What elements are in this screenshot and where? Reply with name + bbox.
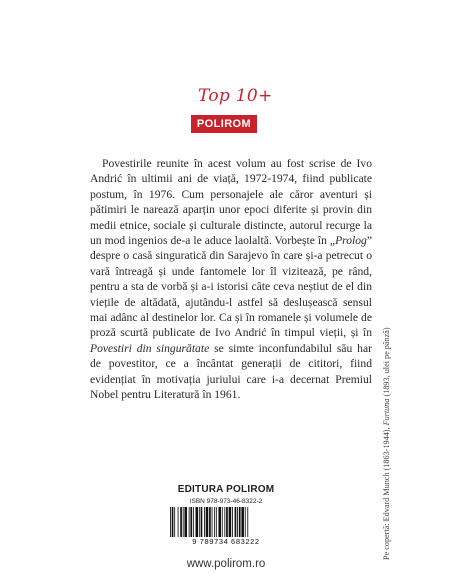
blurb-emphasis-book-title: Povestiri din singurătate (90, 341, 210, 355)
barcode-bar (172, 507, 174, 537)
barcode-bar (216, 507, 217, 537)
blurb-text-part-3: se simte inconfundabilul său har de povestitor, ce a încântat generații de cititori, fiind evidențiat în motivația juriului care i-a decernat Premiul Nobel pentru Literatură în 1961. (90, 341, 372, 402)
barcode-bar (232, 507, 233, 537)
barcode-bar (229, 507, 232, 537)
cover-credit-title: Furtuna (382, 398, 391, 426)
barcode-bar (245, 507, 246, 537)
barcode-bar (183, 507, 184, 537)
cover-credit-prefix: Pe copertă: Edvard Munch (1863-1944), (382, 425, 391, 560)
publisher-name: EDITURA POLIROM (177, 484, 275, 495)
barcode-bar (224, 507, 225, 537)
barcode-bar (178, 507, 179, 537)
barcode-digits: 9 789734 683222 (192, 537, 260, 546)
barcode-bars (170, 507, 282, 537)
publisher-website: www.polirom.ro (186, 558, 266, 570)
cover-art-credit (382, 327, 391, 560)
barcode-bar (218, 507, 221, 537)
blurb-emphasis-prolog: Prolog (335, 234, 367, 248)
barcode-bar (241, 507, 244, 537)
barcode-bar (235, 507, 237, 537)
barcode-bar (214, 507, 215, 537)
series-logo: Top 10+ (198, 86, 273, 106)
barcode-bar (170, 507, 171, 537)
publisher-badge: POLIROM (191, 115, 257, 133)
cover-credit-suffix: (1893, ulei pe pânză) (382, 327, 391, 399)
barcode-bar (226, 507, 228, 537)
isbn-number: ISBN 978-973-46-8322-2 (189, 498, 263, 505)
barcode-bar (222, 507, 223, 537)
barcode-bar (204, 507, 205, 537)
barcode-bar (184, 507, 187, 537)
barcode-bar (239, 507, 241, 537)
barcode-bar (237, 507, 238, 537)
back-cover-blurb (90, 156, 372, 403)
barcode-bar (199, 507, 200, 537)
blurb-text-part-1: Povestirile reunite în acest volum au fost scrise de Ivo Andrić în ultimii ani de viață, 1972-1974, fiind publicate postum, în 1976. Cum personajele ale căror aventuri și pătimiri le narează aparțin unor epoci diferite și provin din medii etnice, sociale și culturale distincte, autorul recurge la un mod ingenios de-a le aduce laolaltă. Vorbește în „ (90, 157, 372, 248)
barcode-bar (201, 507, 203, 537)
barcode-bar (209, 507, 211, 537)
barcode-block (166, 496, 286, 548)
barcode-bar (212, 507, 213, 537)
barcode-bar (196, 507, 199, 537)
barcode-bar (193, 507, 194, 537)
barcode-bar (174, 507, 175, 537)
barcode-bar (189, 507, 190, 537)
barcode-bar (180, 507, 182, 537)
barcode-bar (206, 507, 209, 537)
barcode-bar (190, 507, 192, 537)
barcode-bar (247, 507, 248, 537)
blurb-text-part-2: ” despre o casă singuratică din Sarajevo în care și-a petrecut o vară întreagă și unde fantomele lor îl vizitează, pe rând, pentru a sta de vorbă și a-i istorisi câte ceva neștiut de el din viețile de altădată, ajutându-l astfel să deslușească sensul mai adânc al destinelor lor. Ca și în romanele și volumele de proză scurtă publicate de Ivo Andrić în timpul vieții, și în (90, 234, 372, 340)
